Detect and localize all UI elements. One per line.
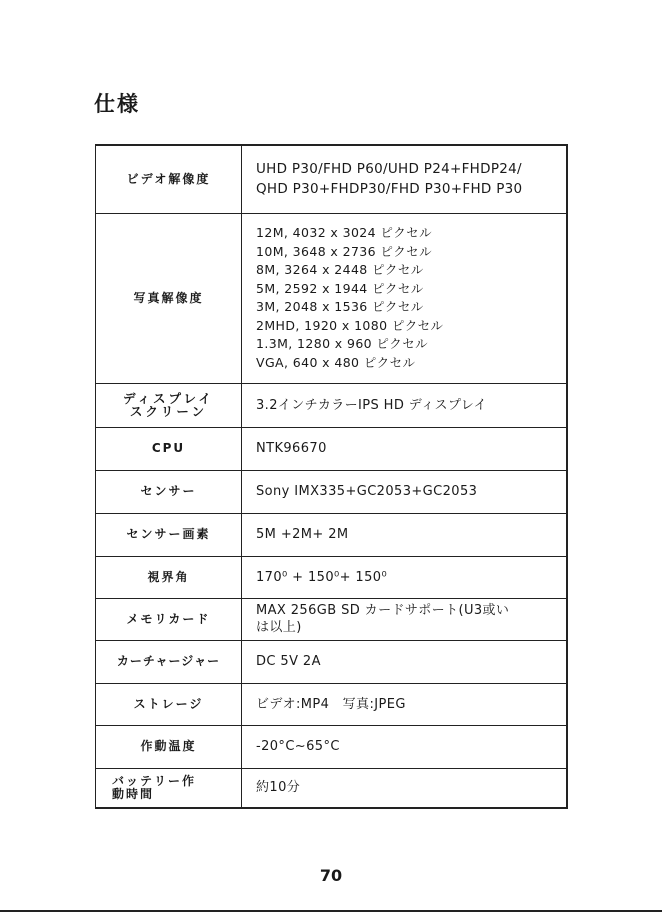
spec-row-cpu xyxy=(96,427,568,470)
spec-label: ストレージ xyxy=(96,683,242,725)
spec-value-line: 10M, 3648 x 2736 ピクセル xyxy=(256,243,432,259)
spec-value-line: 5M, 2592 x 1944 ピクセル xyxy=(256,280,424,296)
spec-row-sensor xyxy=(96,470,568,513)
spec-value-line: UHD P30/FHD P60/UHD P24+FHDP24/ xyxy=(256,161,522,178)
spec-value-line: 2MHD, 1920 x 1080 ピクセル xyxy=(256,317,444,333)
spec-value-line: 約10分 xyxy=(256,780,301,796)
spec-label: センサー画素 xyxy=(96,513,242,556)
spec-row-operating-temperature xyxy=(96,725,568,768)
spec-label: メモリカード xyxy=(96,598,242,640)
bottom-rule xyxy=(0,910,662,912)
spec-label: 視界角 xyxy=(96,556,242,598)
spec-label: ビデオ解像度 xyxy=(96,145,242,213)
spec-value xyxy=(242,768,568,808)
spec-row-photo-resolution xyxy=(96,213,568,383)
spec-value-line: 12M, 4032 x 3024 ピクセル xyxy=(256,225,432,240)
page-title: 仕様 xyxy=(94,92,140,116)
spec-row-display-screen xyxy=(96,383,568,427)
spec-value xyxy=(242,683,568,725)
spec-value xyxy=(242,513,568,556)
spec-value-line: 3.2インチカラーIPS HD ディスプレイ xyxy=(256,397,487,413)
spec-value xyxy=(242,556,568,598)
spec-label: センサー xyxy=(96,470,242,513)
spec-row-storage xyxy=(96,683,568,725)
spec-value xyxy=(242,145,568,213)
spec-value-line: は以上) xyxy=(256,620,302,635)
spec-value-line: Sony IMX335+GC2053+GC2053 xyxy=(256,484,478,499)
spec-label xyxy=(96,768,242,808)
spec-value-line: MAX 256GB SD カードサポート(U3或い xyxy=(256,603,510,618)
spec-table xyxy=(95,144,568,809)
spec-value-line: DC 5V 2A xyxy=(256,654,321,669)
spec-row-view-angle xyxy=(96,556,568,598)
spec-value-line: ビデオ:MP4 写真:JPEG xyxy=(256,696,406,712)
spec-value-line: -20°C~65°C xyxy=(256,739,340,754)
spec-label-line: バッテリー作 xyxy=(112,773,197,788)
spec-label: 作動温度 xyxy=(96,725,242,768)
spec-label-line: スクリーン xyxy=(129,404,208,419)
spec-value xyxy=(242,383,568,427)
spec-value-line: NTK96670 xyxy=(256,441,327,456)
spec-row-car-charger xyxy=(96,640,568,683)
spec-value xyxy=(242,640,568,683)
spec-value xyxy=(242,213,568,383)
spec-label-line: 動時間 xyxy=(112,786,155,801)
spec-value-line: 8M, 3264 x 2448 ピクセル xyxy=(256,262,424,277)
spec-value-line: 3M, 2048 x 1536 ピクセル xyxy=(256,299,424,314)
spec-value-line: QHD P30+FHDP30/FHD P30+FHD P30 xyxy=(256,181,523,198)
spec-value xyxy=(242,427,568,470)
spec-row-sensor-pixels xyxy=(96,513,568,556)
spec-row-video-resolution xyxy=(96,145,568,213)
spec-value-line: 1.3M, 1280 x 960 ピクセル xyxy=(256,336,428,351)
spec-label: 写真解像度 xyxy=(96,213,242,383)
spec-value xyxy=(242,725,568,768)
spec-value-line: 5M +2M+ 2M xyxy=(256,527,349,542)
spec-row-memory-card xyxy=(96,598,568,640)
spec-label xyxy=(96,383,242,427)
spec-value xyxy=(242,598,568,640)
spec-label-line: ディスプレイ xyxy=(123,391,214,406)
spec-value-line: VGA, 640 x 480 ピクセル xyxy=(256,354,416,370)
spec-value-line: 170⁰ + 150⁰+ 150⁰ xyxy=(256,569,388,585)
spec-row-battery-time xyxy=(96,768,568,808)
page-number: 70 xyxy=(319,866,343,885)
spec-label: カーチャージャー xyxy=(96,640,242,683)
spec-label: CPU xyxy=(96,427,242,470)
spec-value xyxy=(242,470,568,513)
